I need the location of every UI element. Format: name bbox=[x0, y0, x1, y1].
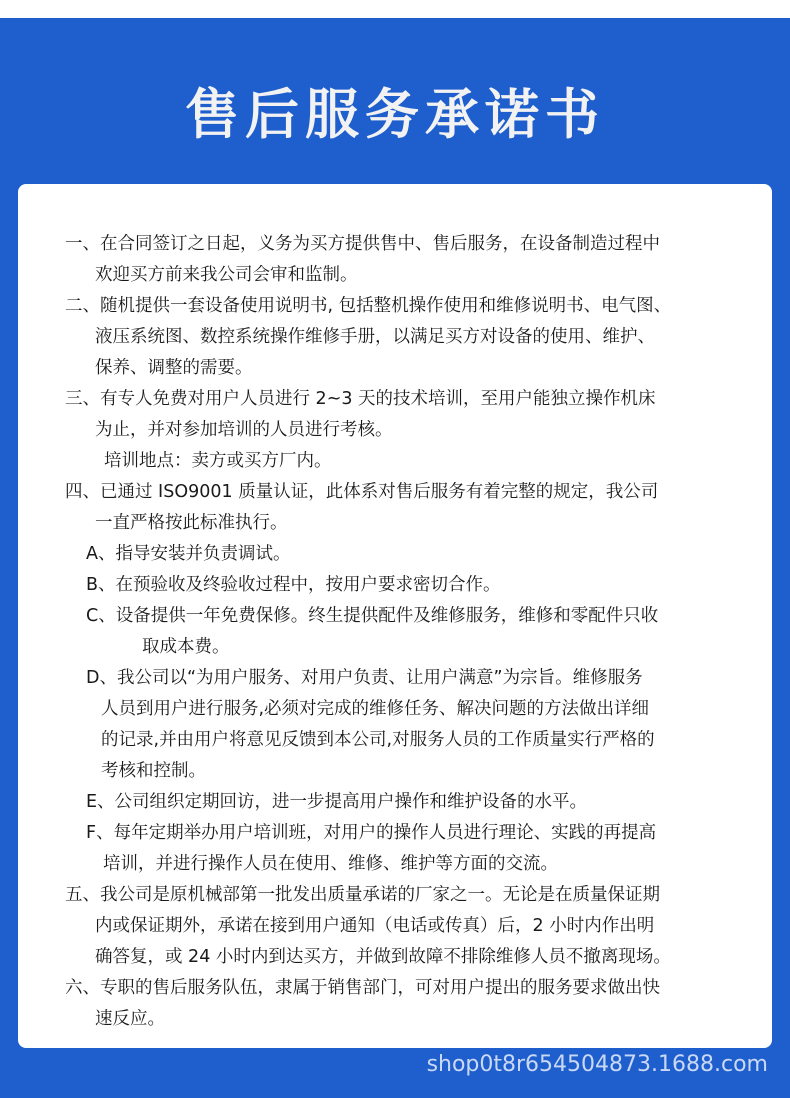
text-line: 取成本费。 bbox=[142, 637, 230, 657]
text-line: 考核和控制。 bbox=[101, 761, 206, 781]
text-line: 三、有专人免费对用户人员进行 2~3 天的技术培训，至用户能独立操作机床 bbox=[65, 389, 656, 409]
text-line: 培训地点：卖方或买方厂内。 bbox=[104, 451, 332, 471]
text-line: 为止，并对参加培训的人员进行考核。 bbox=[95, 420, 393, 440]
text-line: D、我公司以“为用户服务、对用户负责、让用户满意”为宗旨。维修服务 bbox=[86, 668, 643, 688]
text-line: 保养、调整的需要。 bbox=[95, 358, 253, 378]
text-line: E、公司组织定期回访，进一步提高用户操作和维护设备的水平。 bbox=[86, 792, 588, 812]
text-line: 一、在合同签订之日起，义务为买方提供售中、售后服务，在设备制造过程中 bbox=[65, 234, 660, 254]
text-line: 确答复，或 24 小时内到达买方，并做到故障不排除维修人员不撤离现场。 bbox=[95, 947, 671, 967]
text-line: 内或保证期外，承诺在接到用户通知（电话或传真）后，2 小时内作出明 bbox=[95, 916, 655, 936]
text-line: 速反应。 bbox=[95, 1009, 165, 1029]
text-line: 欢迎买方前来我公司会审和监制。 bbox=[95, 265, 358, 285]
content-card bbox=[18, 184, 772, 1048]
shop-url-watermark: shop0t8r654504873.1688.com bbox=[426, 1052, 768, 1077]
text-line: 培训，并进行操作人员在使用、维修、维护等方面的交流。 bbox=[103, 854, 558, 874]
top-band bbox=[0, 0, 790, 18]
text-line: C、设备提供一年免费保修。终生提供配件及维修服务，维修和零配件只收 bbox=[86, 606, 659, 626]
text-line: 的记录,并由用户将意见反馈到本公司,对服务人员的工作质量实行严格的 bbox=[101, 730, 655, 750]
text-line: 二、随机提供一套设备使用说明书, 包括整机操作使用和维修说明书、电气图、 bbox=[65, 296, 672, 316]
text-line: 六、专职的售后服务队伍，隶属于销售部门，可对用户提出的服务要求做出快 bbox=[65, 978, 660, 998]
text-line: 一直严格按此标准执行。 bbox=[95, 513, 288, 533]
page-title: 售后服务承诺书 bbox=[185, 83, 605, 146]
text-line: 液压系统图、数控系统操作维修手册，以满足买方对设备的使用、维护、 bbox=[95, 327, 655, 347]
text-line: 人员到用户进行服务,必须对完成的维修任务、解决问题的方法做出详细 bbox=[101, 699, 650, 719]
text-line: F、每年定期举办用户培训班，对用户的操作人员进行理论、实践的再提高 bbox=[86, 823, 657, 843]
text-line: 五、我公司是原机械部第一批发出质量承诺的厂家之一。无论是在质量保证期 bbox=[65, 885, 660, 905]
text-line: 四、已通过 ISO9001 质量认证，此体系对售后服务有着完整的规定，我公司 bbox=[65, 482, 659, 502]
text-line: B、在预验收及终验收过程中，按用户要求密切合作。 bbox=[86, 575, 501, 595]
text-line: A、指导安装并负责调试。 bbox=[86, 544, 291, 564]
